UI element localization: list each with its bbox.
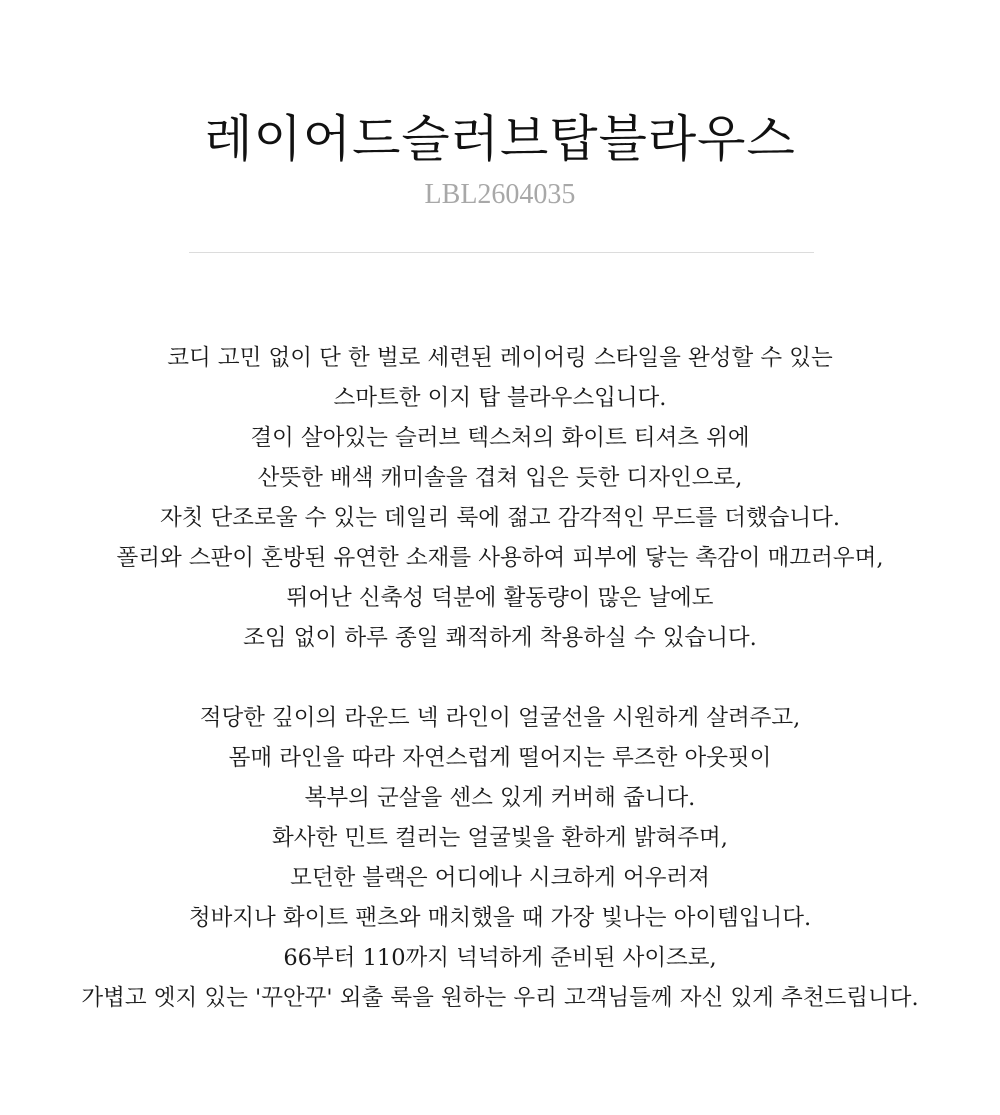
product-description: [0, 338, 1000, 1018]
description-line: 뛰어난 신축성 덕분에 활동량이 많은 날에도: [286, 585, 714, 611]
description-line: 조임 없이 하루 종일 쾌적하게 착용하실 수 있습니다.: [243, 625, 757, 651]
description-line: 66부터 110까지 넉넉하게 준비된 사이즈로,: [283, 945, 717, 971]
description-line: 적당한 깊이의 라운드 넥 라인이 얼굴선을 시원하게 살려주고,: [199, 705, 801, 731]
description-line: 모던한 블랙은 어디에나 시크하게 어우러져: [290, 865, 710, 891]
description-paragraph: [0, 338, 1000, 658]
description-line: 화사한 민트 컬러는 얼굴빛을 환하게 밝혀주며,: [272, 825, 728, 851]
description-line: 자칫 단조로울 수 있는 데일리 룩에 젊고 감각적인 무드를 더했습니다.: [159, 505, 841, 531]
description-line: 가볍고 엣지 있는 '꾸안꾸' 외출 룩을 원하는 우리 고객님들께 자신 있게 추천드립니다.: [81, 985, 919, 1011]
description-line: 산뜻한 배색 캐미솔을 겹쳐 입은 듯한 디자인으로,: [257, 465, 743, 491]
description-line: 복부의 군살을 센스 있게 커버해 줍니다.: [304, 785, 696, 811]
description-paragraph: [0, 698, 1000, 1018]
description-line: 몸매 라인을 따라 자연스럽게 떨어지는 루즈한 아웃핏이: [228, 745, 772, 771]
title-divider: [189, 252, 814, 253]
description-line: 코디 고민 없이 단 한 벌로 세련된 레이어링 스타일을 완성할 수 있는: [167, 345, 833, 371]
description-line: 청바지나 화이트 팬츠와 매치했을 때 가장 빛나는 아이템입니다.: [188, 905, 812, 931]
product-code: LBL2604035: [424, 179, 576, 210]
description-line: 결이 살아있는 슬러브 텍스처의 화이트 티셔츠 위에: [250, 425, 750, 451]
product-title: 레이어드슬러브탑블라우스: [204, 110, 796, 168]
description-line: 폴리와 스판이 혼방된 유연한 소재를 사용하여 피부에 닿는 촉감이 매끄러우며,: [116, 545, 884, 571]
description-line: 스마트한 이지 탑 블라우스입니다.: [333, 385, 667, 411]
